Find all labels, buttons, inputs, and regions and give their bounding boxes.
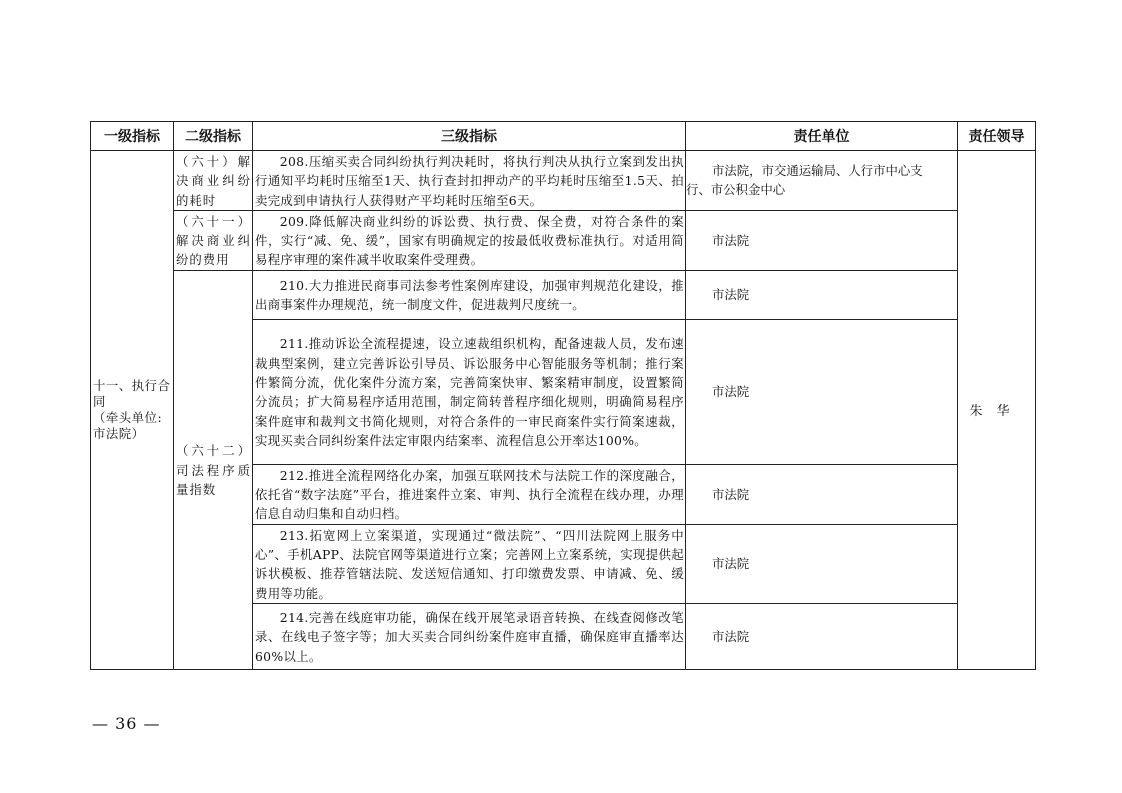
header-leader: 责任领导 xyxy=(958,122,1036,151)
indicator-table xyxy=(90,121,1036,670)
level3-indicator: 208.压缩买卖合同纠纷执行判决耗时，将执行判决从执行立案到发出执行通知平均耗时压缩至1天、执行查封扣押动产的平均耗时压缩至1.5天、拍卖完成到申请执行人获得财产平均耗时压缩至6天。 xyxy=(253,151,686,211)
level3-indicator: 214.完善在线庭审功能，确保在线开展笔录语音转换、在线查阅修改笔录、在线电子签字等；加大买卖合同纠纷案件庭审直播，确保庭审直播率达60%以上。 xyxy=(253,603,686,669)
level2-indicator: （六十）解决商业纠纷的耗时 xyxy=(174,151,253,211)
table-row xyxy=(91,210,1036,270)
responsible-leader: 朱华 xyxy=(958,151,1036,670)
level3-indicator: 211.推动诉讼全流程提速，设立速裁组织机构，配备速裁人员，发布速裁典型案例，建立完善诉讼引导员、诉讼服务中心智能服务等机制；推行案件繁简分流，优化案件分流方案，完善简案快审、繁案精审制度，设置繁简分流员；扩大简易程序适用范围，制定简转普程序细化规则，明确简易程序案件庭审和裁判文书简化规则，对符合条件的一审民商案件实行简案速裁，实现买卖合同纠纷案件法定审限内结案率、流程信息公开率达100%。 xyxy=(253,319,686,464)
header-level1: 一级指标 xyxy=(91,122,174,151)
header-row xyxy=(91,122,1036,151)
level3-indicator: 213.拓宽网上立案渠道，实现通过“微法院”、“四川法院网上服务中心”、手机APP、法院官网等渠道进行立案；完善网上立案系统，实现提供起诉状模板、推荐管辖法院、发送短信通知、打印缴费发票、申请减、免、缓费用等功能。 xyxy=(253,524,686,603)
header-unit: 责任单位 xyxy=(686,122,958,151)
responsible-unit: 市法院 xyxy=(686,524,958,603)
level3-indicator: 212.推进全流程网络化办案，加强互联网技术与法院工作的深度融合，依托省“数字法庭”平台，推进案件立案、审判、执行全流程在线办理，办理信息自动归集和自动归档。 xyxy=(253,464,686,524)
responsible-unit: 市法院 xyxy=(686,319,958,464)
level2-indicator: （六十二）司法程序质量指数 xyxy=(174,270,253,669)
level2-indicator: （六十一）解决商业纠纷的费用 xyxy=(174,210,253,270)
page-number: — 36 — xyxy=(92,714,161,733)
level3-indicator: 210.大力推进民商事司法参考性案例库建设，加强审判规范化建设，推出商事案件办理规范，统一制度文件，促进裁判尺度统一。 xyxy=(253,270,686,319)
responsible-unit: 市法院 xyxy=(686,210,958,270)
level3-indicator: 209.降低解决商业纠纷的诉讼费、执行费、保全费，对符合条件的案件，实行“减、免、缓”，国家有明确规定的按最低收费标准执行。对适用简易程序审理的案件减半收取案件受理费。 xyxy=(253,210,686,270)
responsible-unit: 市法院，市交通运输局、人行市中心支 行、市公积金中心 xyxy=(686,151,958,211)
header-level2: 二级指标 xyxy=(174,122,253,151)
level1-indicator: 十一、执行合 同 （牵头单位: 市法院） xyxy=(91,151,174,670)
table-row xyxy=(91,151,1036,211)
table-row xyxy=(91,270,1036,319)
responsible-unit: 市法院 xyxy=(686,464,958,524)
responsible-unit: 市法院 xyxy=(686,270,958,319)
responsible-unit: 市法院 xyxy=(686,603,958,669)
header-level3: 三级指标 xyxy=(253,122,686,151)
